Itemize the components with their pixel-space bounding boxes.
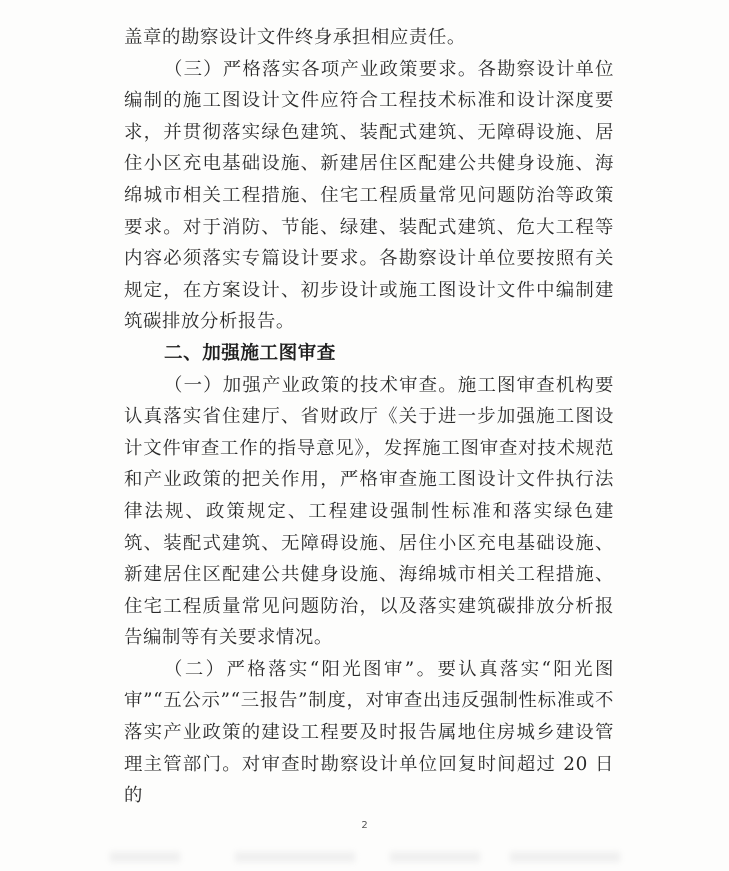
bleed-through-mark (510, 852, 620, 862)
bleed-through-mark (235, 852, 355, 862)
paragraph-sunshine-review: （二）严格落实“阳光图审”。要认真落实“阳光图审”“五公示”“三报告”制度，对审查出违反强制性标准或不落实产业政策的建设工程要及时报告属地住房城乡建设管理主管部门。对审查时勘察设计单位回复时间超过 20 日的 (124, 658, 614, 807)
bleed-through-mark (110, 852, 180, 862)
paragraph-technical-review: （一）加强产业政策的技术审查。施工图审查机构要认真落实省住建厅、省财政厅《关于进一步加强施工图设计文件审查工作的指导意见》，发挥施工图审查对技术规范和产业政策的把关作用，严格审查施工图设计文件执行法律法规、政策规定、工程建设强制性标准和落实绿色建筑、装配式建筑、无障碍设施、居住小区充电基础设施、新建居住区配建公共健身设施、海绵城市相关工程措施、住宅工程质量常见问题防治，以及落实建筑碳排放分析报告编制等有关要求情况。 (124, 374, 614, 649)
bleed-through-mark (390, 852, 480, 862)
paragraph-industrial-policy: （三）严格落实各项产业政策要求。各勘察设计单位编制的施工图设计文件应符合工程技术标准和设计深度要求，并贯彻落实绿色建筑、装配式建筑、无障碍设施、居住小区充电基础设施、新建居住区配建公共健身设施、海绵城市相关工程措施、住宅工程质量常见问题防治等政策要求。对于消防、节能、绿建、装配式建筑、危大工程等内容必须落实专篇设计要求。各勘察设计单位要按照有关规定，在方案设计、初步设计或施工图设计文件中编制建筑碳排放分析报告。 (124, 58, 614, 333)
body-text (124, 22, 614, 812)
section-heading: 二、加强施工图审查 (164, 342, 336, 364)
page-number: 2 (361, 820, 368, 831)
paragraph-continuation: 盖章的勘察设计文件终身承担相应责任。 (124, 27, 466, 48)
